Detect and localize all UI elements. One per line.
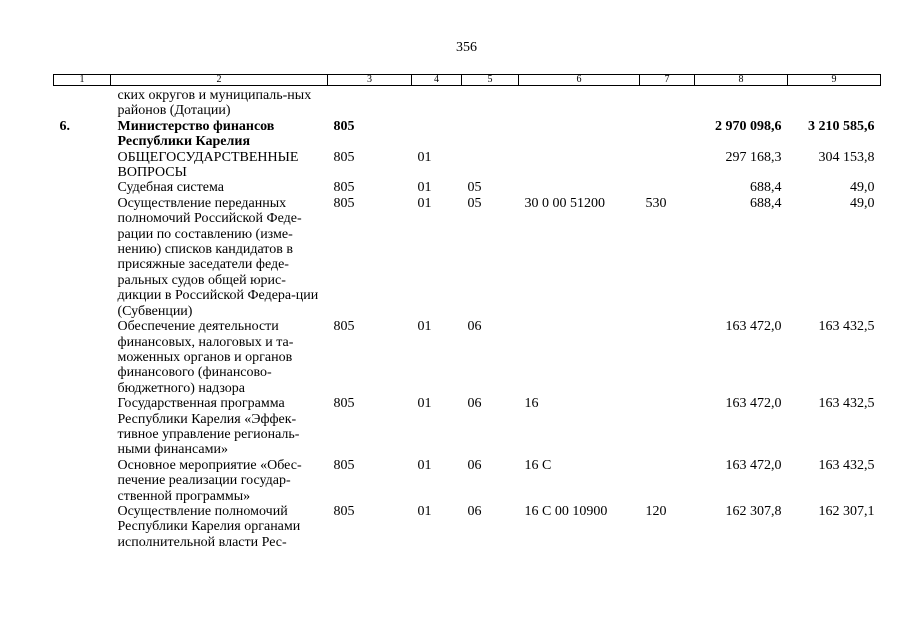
table-row: [54, 180, 881, 195]
row-subsection-code: [462, 86, 519, 119]
row-target-article: [519, 319, 640, 396]
row-subsection-code: 06: [467, 319, 482, 335]
row-amount-year-1: 163 472,0: [725, 457, 782, 473]
row-name: ОБЩЕГОСУДАРСТВЕННЫЕ ВОПРОСЫ: [117, 149, 299, 181]
row-section-code: 01: [417, 396, 432, 412]
row-amount-year-1: 163 472,0: [725, 319, 782, 335]
table-row: [54, 86, 881, 119]
row-name: Осуществление полномочий Республики Карелия органами исполнительной власти Рес-: [117, 503, 301, 550]
header-col-3: 3: [328, 75, 412, 86]
row-ved-code: 805: [333, 503, 355, 519]
row-ved-code: 805: [333, 149, 355, 165]
row-number: [54, 180, 111, 195]
row-number: [54, 504, 111, 550]
row-expense-type: [640, 119, 695, 150]
row-section-code: [412, 119, 462, 150]
table-row: [54, 458, 881, 504]
row-subsection-code: 05: [467, 195, 482, 211]
table-header: [54, 75, 881, 86]
row-section-code: 01: [417, 149, 432, 165]
budget-table: [53, 74, 881, 550]
row-target-article: 16 С 00 10900: [524, 503, 608, 519]
row-subsection-code: 05: [467, 180, 482, 196]
row-amount-year-2: 163 432,5: [818, 319, 875, 335]
row-amount-year-1: 688,4: [750, 195, 782, 211]
row-amount-year-2: 3 210 585,6: [808, 118, 875, 134]
table-row: [54, 150, 881, 181]
row-section-code: 01: [417, 195, 432, 211]
row-target-article: [519, 86, 640, 119]
table-row: [54, 119, 881, 150]
row-ved-code: 805: [333, 195, 355, 211]
row-name: Основное мероприятие «Обес-печение реализации государ-ственной программы»: [117, 457, 302, 504]
row-ved-code: 805: [333, 118, 355, 134]
row-number: 6.: [59, 118, 70, 134]
row-amount-year-2: 49,0: [850, 180, 875, 196]
row-expense-type: [640, 319, 695, 396]
row-subsection-code: 06: [467, 503, 482, 519]
row-amount-year-2: 49,0: [850, 195, 875, 211]
row-subsection-code: 06: [467, 457, 482, 473]
table-row: [54, 504, 881, 550]
row-ved-code: 805: [333, 180, 355, 196]
row-target-article: 16: [524, 396, 539, 412]
row-target-article: 30 0 00 51200: [524, 195, 605, 211]
table-body: [54, 86, 881, 551]
row-subsection-code: [462, 150, 519, 181]
header-col-8: 8: [695, 75, 788, 86]
row-expense-type: [640, 150, 695, 181]
table-row: [54, 319, 881, 396]
row-amount-year-1: 297 168,3: [725, 149, 782, 165]
row-number: [54, 196, 111, 319]
row-amount-year-1: 163 472,0: [725, 396, 782, 412]
row-ved-code: [328, 86, 412, 119]
row-target-article: [519, 180, 640, 195]
row-amount-year-2: [788, 86, 881, 119]
row-ved-code: 805: [333, 319, 355, 335]
header-col-5: 5: [462, 75, 519, 86]
row-expense-type: [640, 86, 695, 119]
row-number: [54, 396, 111, 458]
row-section-code: 01: [417, 180, 432, 196]
row-ved-code: 805: [333, 457, 355, 473]
row-expense-type: 120: [645, 503, 667, 519]
header-col-1: 1: [54, 75, 111, 86]
row-name: Государственная программа Республики Карелия «Эффек-тивное управление региональ-ными финансами»: [117, 396, 300, 458]
row-amount-year-2: 163 432,5: [818, 457, 875, 473]
row-amount-year-2: 304 153,8: [818, 149, 875, 165]
row-expense-type: 530: [645, 195, 667, 211]
row-expense-type: [640, 458, 695, 504]
row-section-code: 01: [417, 503, 432, 519]
row-expense-type: [640, 396, 695, 458]
table-row: [54, 396, 881, 458]
row-name: Министерство финансов Республики Карелия: [117, 118, 275, 150]
header-col-6: 6: [519, 75, 640, 86]
row-amount-year-1: [695, 86, 788, 119]
table-row: [54, 196, 881, 319]
row-name: Осуществление переданных полномочий Российской Феде-рации по составлению (изме-нению) списков кандидатов в присяжные заседатели феде-ральных судов общей юрис-дикции в Российской Федера-ции (Субвенции): [117, 195, 319, 319]
page-number: 356: [456, 40, 477, 55]
row-number: [54, 319, 111, 396]
row-section-code: 01: [417, 457, 432, 473]
row-number: [54, 458, 111, 504]
row-subsection-code: 06: [467, 396, 482, 412]
row-amount-year-2: 163 432,5: [818, 396, 875, 412]
header-col-4: 4: [412, 75, 462, 86]
row-section-code: 01: [417, 319, 432, 335]
row-amount-year-1: 162 307,8: [725, 503, 782, 519]
row-ved-code: 805: [333, 396, 355, 412]
header-col-9: 9: [788, 75, 881, 86]
row-amount-year-1: 2 970 098,6: [715, 118, 782, 134]
row-expense-type: [640, 180, 695, 195]
header-col-2: 2: [111, 75, 328, 86]
row-subsection-code: [462, 119, 519, 150]
row-name: ских округов и муниципаль-ных районов (Дотации): [117, 88, 312, 119]
row-number: [54, 150, 111, 181]
row-number: [54, 86, 111, 119]
header-col-7: 7: [640, 75, 695, 86]
row-target-article: [519, 150, 640, 181]
row-name: Обеспечение деятельности финансовых, налоговых и та-моженных органов и органов финансового (финансово-бюджетного) надзора: [117, 319, 294, 396]
row-target-article: 16 С: [524, 457, 552, 473]
header-row: [54, 75, 881, 86]
row-section-code: [412, 86, 462, 119]
row-amount-year-1: 688,4: [750, 180, 782, 196]
row-target-article: [519, 119, 640, 150]
row-amount-year-2: 162 307,1: [818, 503, 875, 519]
row-name: Судебная система: [117, 180, 224, 196]
